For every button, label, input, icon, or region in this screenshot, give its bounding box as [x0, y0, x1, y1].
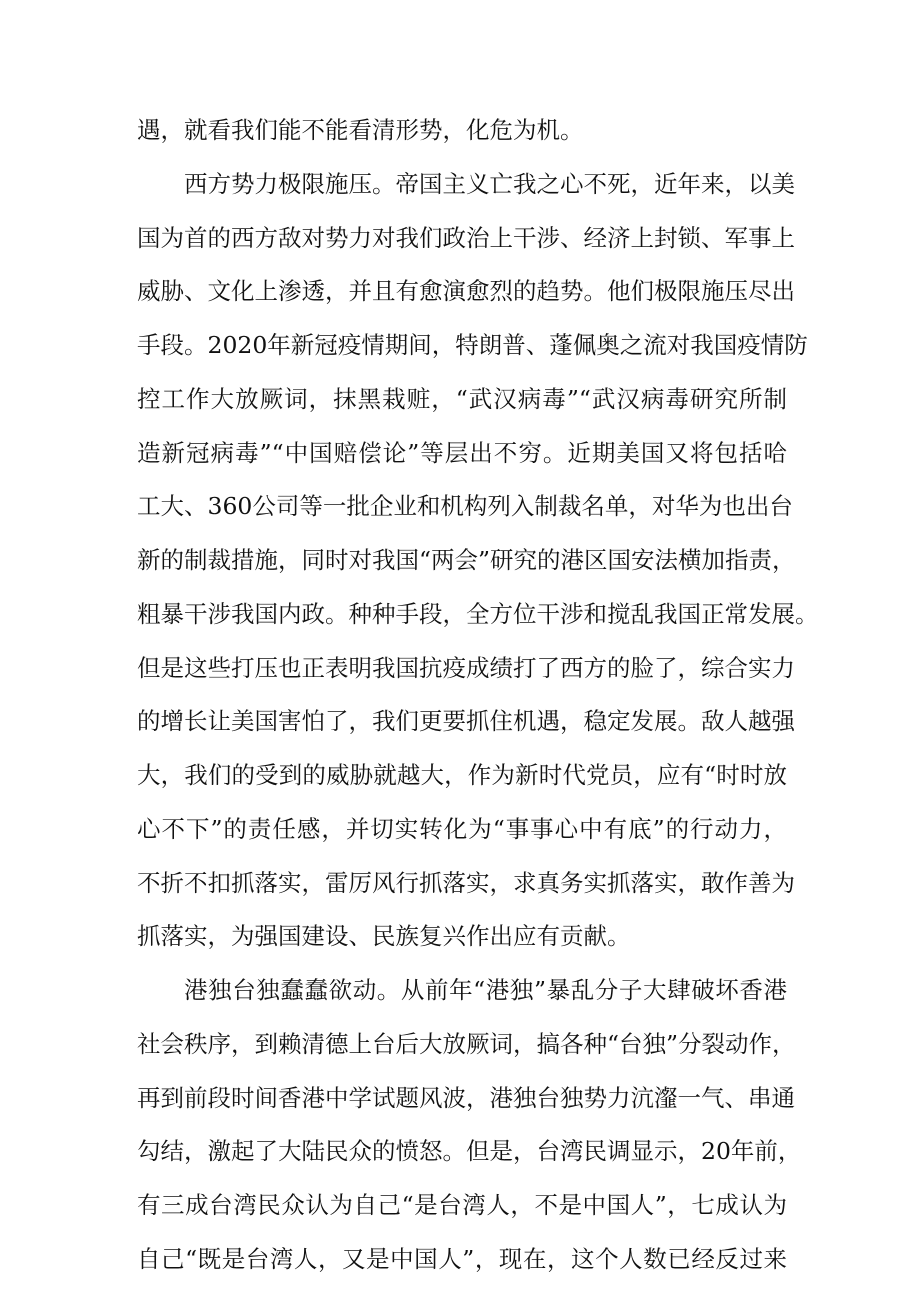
paragraph — [137, 104, 787, 158]
paragraph — [137, 158, 819, 964]
text-line: 控工作大放厥词，抹黑栽赃，“武汉病毒”“武汉病毒研究所制 — [137, 384, 787, 413]
text-line: 有三成台湾民众认为自己“是台湾人，不是中国人”，七成认为 — [137, 1191, 787, 1219]
text-line: 遇，就看我们能不能看清形势，化危为机。 — [137, 116, 584, 144]
text-line: 抓落实，为强国建设、民族复兴作出应有贡献。 — [137, 922, 631, 951]
text-line: 手段。2020年新冠疫情期间，特朗普、蓬佩奥之流对我国疫情防 — [137, 331, 808, 359]
text-line: 工大、360公司等一批企业和机构列入制裁名单，对华为也出台 — [137, 492, 793, 521]
text-line: 新的制裁措施，同时对我国“两会”研究的港区国安法横加指责， — [137, 546, 796, 574]
text-line: 的增长让美国害怕了，我们更要抓住机遇，稳定发展。敌人越强 — [137, 707, 795, 736]
text-line: 再到前段时间香港中学试题风波，港独台独势力沆瀣一气、串通 — [137, 1083, 795, 1112]
document-page — [137, 104, 819, 1287]
text-line: 不折不扣抓落实，雷厉风行抓落实，求真务实抓落实，敢作善为 — [137, 868, 795, 897]
text-line: 威胁、文化上渗透，并且有愈演愈烈的趋势。他们极限施压尽出 — [137, 277, 795, 306]
text-line: 勾结，激起了大陆民众的愤怒。但是，台湾民调显示，20年前， — [137, 1137, 802, 1166]
text-line: 社会秩序，到赖清德上台后大放厥词，搞各种“台独”分裂动作， — [137, 1029, 796, 1058]
text-line: 造新冠病毒”“中国赔偿论”等层出不穷。近期美国又将包括哈 — [137, 438, 787, 467]
text-line: 自己“既是台湾人，又是中国人”，现在，这个人数已经反过来 — [137, 1244, 787, 1273]
text-line: 大，我们的受到的威胁就越大，作为新时代党员，应有“时时放 — [137, 761, 787, 789]
text-line: 西方势力极限施压。帝国主义亡我之心不死，近年来，以美 — [184, 169, 795, 198]
text-line: 港独台独蠢蠢欲动。从前年“港独”暴乱分子大肆破坏香港 — [184, 976, 787, 1004]
paragraph — [137, 964, 802, 1287]
text-line: 心不下”的责任感，并切实转化为“事事心中有底”的行动力， — [137, 814, 787, 843]
text-line: 但是这些打压也正表明我国抗疫成绩打了西方的脸了，综合实力 — [137, 653, 795, 682]
text-line: 粗暴干涉我国内政。种种手段，全方位干涉和搅乱我国正常发展。 — [137, 599, 819, 628]
text-line: 国为首的西方敌对势力对我们政治上干涉、经济上封锁、军事上 — [137, 223, 795, 252]
